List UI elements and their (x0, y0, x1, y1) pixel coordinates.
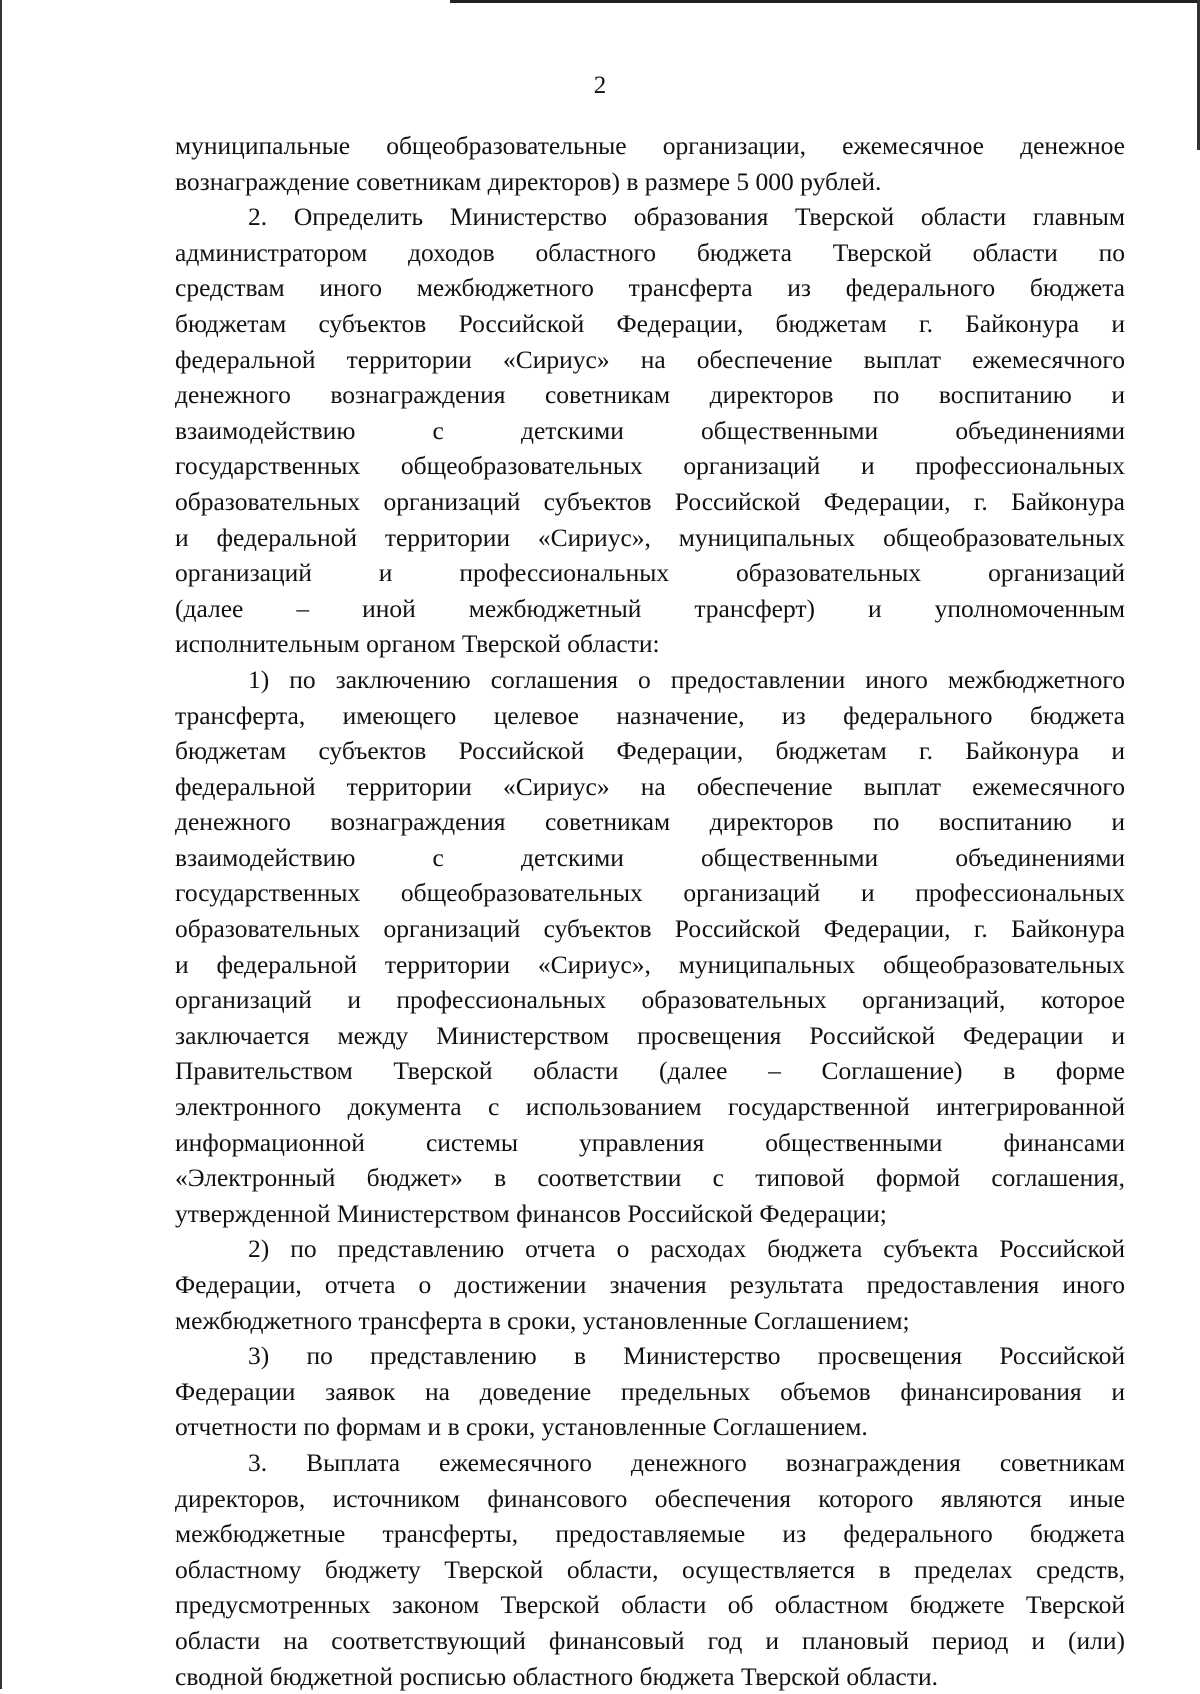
text-line: взаимодействию с детскими общественными объединениями (175, 415, 1125, 445)
text-line: бюджетам субъектов Российской Федерации, бюджетам г. Байконура и (175, 736, 1125, 766)
text-line: средствам иного межбюджетного трансферта из федерального бюджета (175, 273, 1125, 303)
text-line: 1) по заключению соглашения о предоставлении иного межбюджетного (248, 664, 1125, 694)
text-line: взаимодействию с детскими общественными объединениями (175, 842, 1125, 872)
text-line: государственных общеобразовательных организаций и профессиональных (175, 878, 1125, 908)
text-line: администратором доходов областного бюджета Тверской области по (175, 237, 1125, 267)
text-line: и федеральной территории «Сириус», муниципальных общеобразовательных (175, 949, 1125, 979)
text-line: предусмотренных законом Тверской области об областном бюджете Тверской (175, 1590, 1125, 1620)
text-line: 3. Выплата ежемесячного денежного вознаграждения советникам (248, 1447, 1125, 1477)
text-line: Федерации, отчета о достижении значения результата предоставления иного (175, 1270, 1125, 1299)
text-line: отчетности по формам и в сроки, установленные Соглашением. (175, 1412, 868, 1442)
scan-top-edge (450, 0, 1200, 3)
text-line: муниципальные общеобразовательные организации, ежемесячное денежное (175, 131, 1125, 160)
text-line: организаций и профессиональных образовательных организаций, которое (175, 985, 1125, 1015)
text-line: Федерации заявок на доведение предельных объемов финансирования и (175, 1376, 1125, 1406)
text-line: 2) по представлению отчета о расходах бюджета субъекта Российской (248, 1234, 1125, 1264)
text-line: вознаграждение советникам директоров) в размере 5 000 рублей. (175, 166, 882, 196)
text-line: сводной бюджетной росписью областного бюджета Тверской области. (175, 1661, 939, 1691)
text-line: заключается между Министерством просвещения Российской Федерации и (175, 1020, 1125, 1050)
text-line: межбюджетного трансферта в сроки, установленные Соглашением; (175, 1305, 910, 1335)
document-body (175, 128, 1125, 1694)
text-line: «Электронный бюджет» в соответствии с типовой формой соглашения, (175, 1163, 1125, 1193)
text-line: государственных общеобразовательных организаций и профессиональных (175, 451, 1125, 481)
text-line: федеральной территории «Сириус» на обеспечение выплат ежемесячного (175, 344, 1125, 374)
text-line: федеральной территории «Сириус» на обеспечение выплат ежемесячного (175, 771, 1125, 801)
text-line: области на соответствующий финансовый год и плановый период и (или) (175, 1625, 1125, 1655)
text-line: бюджетам субъектов Российской Федерации, бюджетам г. Байконура и (175, 308, 1125, 338)
text-line: информационной системы управления общественными финансами (175, 1127, 1125, 1157)
text-line: трансферта, имеющего целевое назначение, из федерального бюджета (175, 700, 1125, 730)
text-line: директоров, источником финансового обеспечения которого являются иные (175, 1483, 1125, 1513)
paragraph (175, 1338, 1125, 1445)
paragraph (175, 1231, 1125, 1338)
paragraph (175, 199, 1125, 662)
text-line: денежного вознаграждения советникам директоров по воспитанию и (175, 380, 1125, 410)
text-line: утвержденной Министерством финансов Российской Федерации; (175, 1198, 887, 1228)
text-line: межбюджетные трансферты, предоставляемые из федерального бюджета (175, 1519, 1125, 1549)
text-line: организаций и профессиональных образовательных организаций (175, 558, 1125, 588)
page-number: 2 (593, 72, 607, 99)
text-line: денежного вознаграждения советникам директоров по воспитанию и (175, 807, 1125, 837)
text-line: областному бюджету Тверской области, осуществляется в пределах средств, (175, 1554, 1125, 1584)
text-line: 2. Определить Министерство образования Тверской области главным (248, 202, 1125, 232)
paragraph (175, 662, 1125, 1232)
text-line: Правительством Тверской области (далее – Соглашение) в форме (175, 1056, 1125, 1086)
text-line: исполнительным органом Тверской области: (175, 629, 660, 659)
scan-left-edge (0, 0, 2, 1689)
text-line: и федеральной территории «Сириус», муниципальных общеобразовательных (175, 522, 1125, 552)
text-line: 3) по представлению в Министерство просвещения Российской (248, 1341, 1125, 1371)
paragraph (175, 128, 1125, 199)
text-line: образовательных организаций субъектов Российской Федерации, г. Байконура (175, 486, 1125, 516)
paragraph (175, 1445, 1125, 1694)
text-line: электронного документа с использованием государственной интегрированной (175, 1092, 1125, 1122)
text-line: образовательных организаций субъектов Российской Федерации, г. Байконура (175, 914, 1125, 944)
text-line: (далее – иной межбюджетный трансферт) и уполномоченным (175, 593, 1125, 623)
